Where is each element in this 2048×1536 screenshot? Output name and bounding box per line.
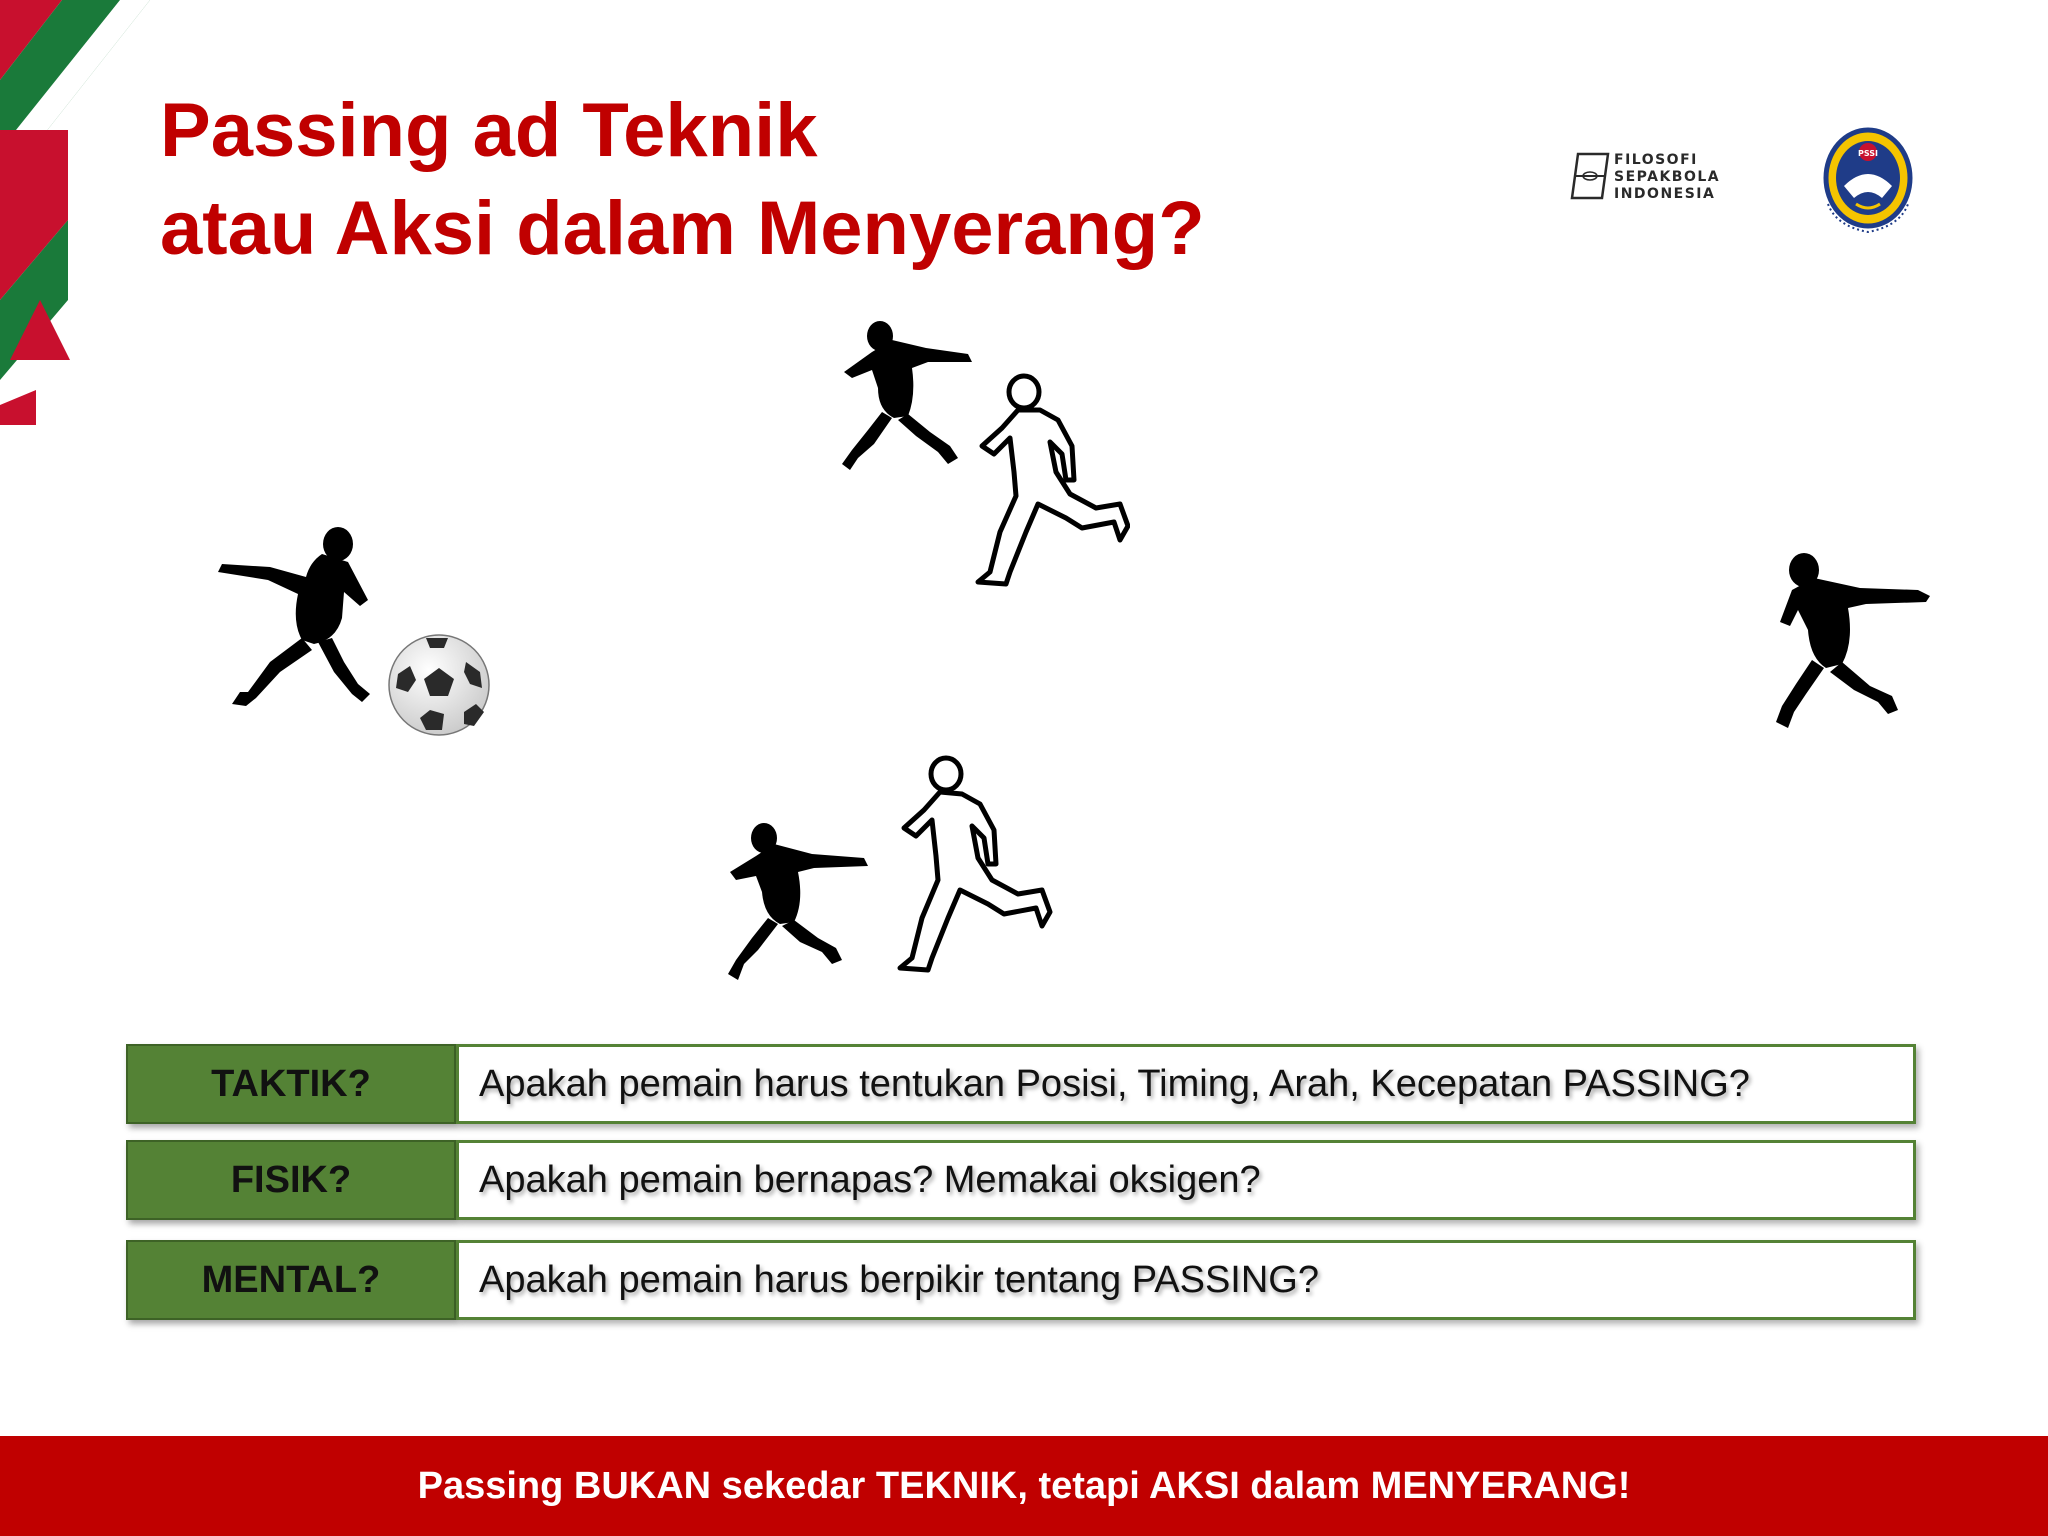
filosofi-sepakbola-logo (1570, 148, 1740, 208)
pssi-badge-text: PSSI (1857, 149, 1879, 158)
question-label: MENTAL? (126, 1240, 456, 1320)
title-line-1: Passing ad Teknik (160, 88, 818, 173)
question-text: Apakah pemain harus berpikir tentang PASSING? (456, 1240, 1916, 1320)
question-row-fisik (126, 1140, 1916, 1220)
footer-banner (0, 1436, 2048, 1536)
corner-decoration (0, 0, 160, 440)
player-kicking-icon (1770, 550, 1940, 740)
fsi-line-3: INDONESIA (1614, 186, 1716, 202)
question-text: Apakah pemain bernapas? Memakai oksigen? (456, 1140, 1916, 1220)
player-kicking-icon (210, 522, 380, 722)
soccer-ball-icon (386, 632, 492, 738)
question-label: TAKTIK? (126, 1044, 456, 1124)
question-label: FISIK? (126, 1140, 456, 1220)
question-row-mental (126, 1240, 1916, 1320)
fsi-line-2: SEPAKBOLA (1614, 169, 1721, 185)
question-text: Apakah pemain harus tentukan Posisi, Timing, Arah, Kecepatan PASSING? (456, 1044, 1916, 1124)
question-row-taktik (126, 1044, 1916, 1124)
footer-text: Passing BUKAN sekedar TEKNIK, tetapi AKSI dalam MENYERANG! (417, 1464, 1631, 1507)
pssi-logo (1816, 126, 1920, 236)
fsi-line-1: FILOSOFI (1614, 152, 1698, 168)
player-kicking-icon (726, 820, 876, 992)
title-line-2: atau Aksi dalam Menyerang? (160, 186, 1205, 271)
player-running-outline-icon (880, 754, 1060, 980)
player-running-outline-icon (960, 372, 1130, 592)
football-pitch-icon (1570, 152, 1610, 200)
slide-title (160, 82, 1460, 278)
